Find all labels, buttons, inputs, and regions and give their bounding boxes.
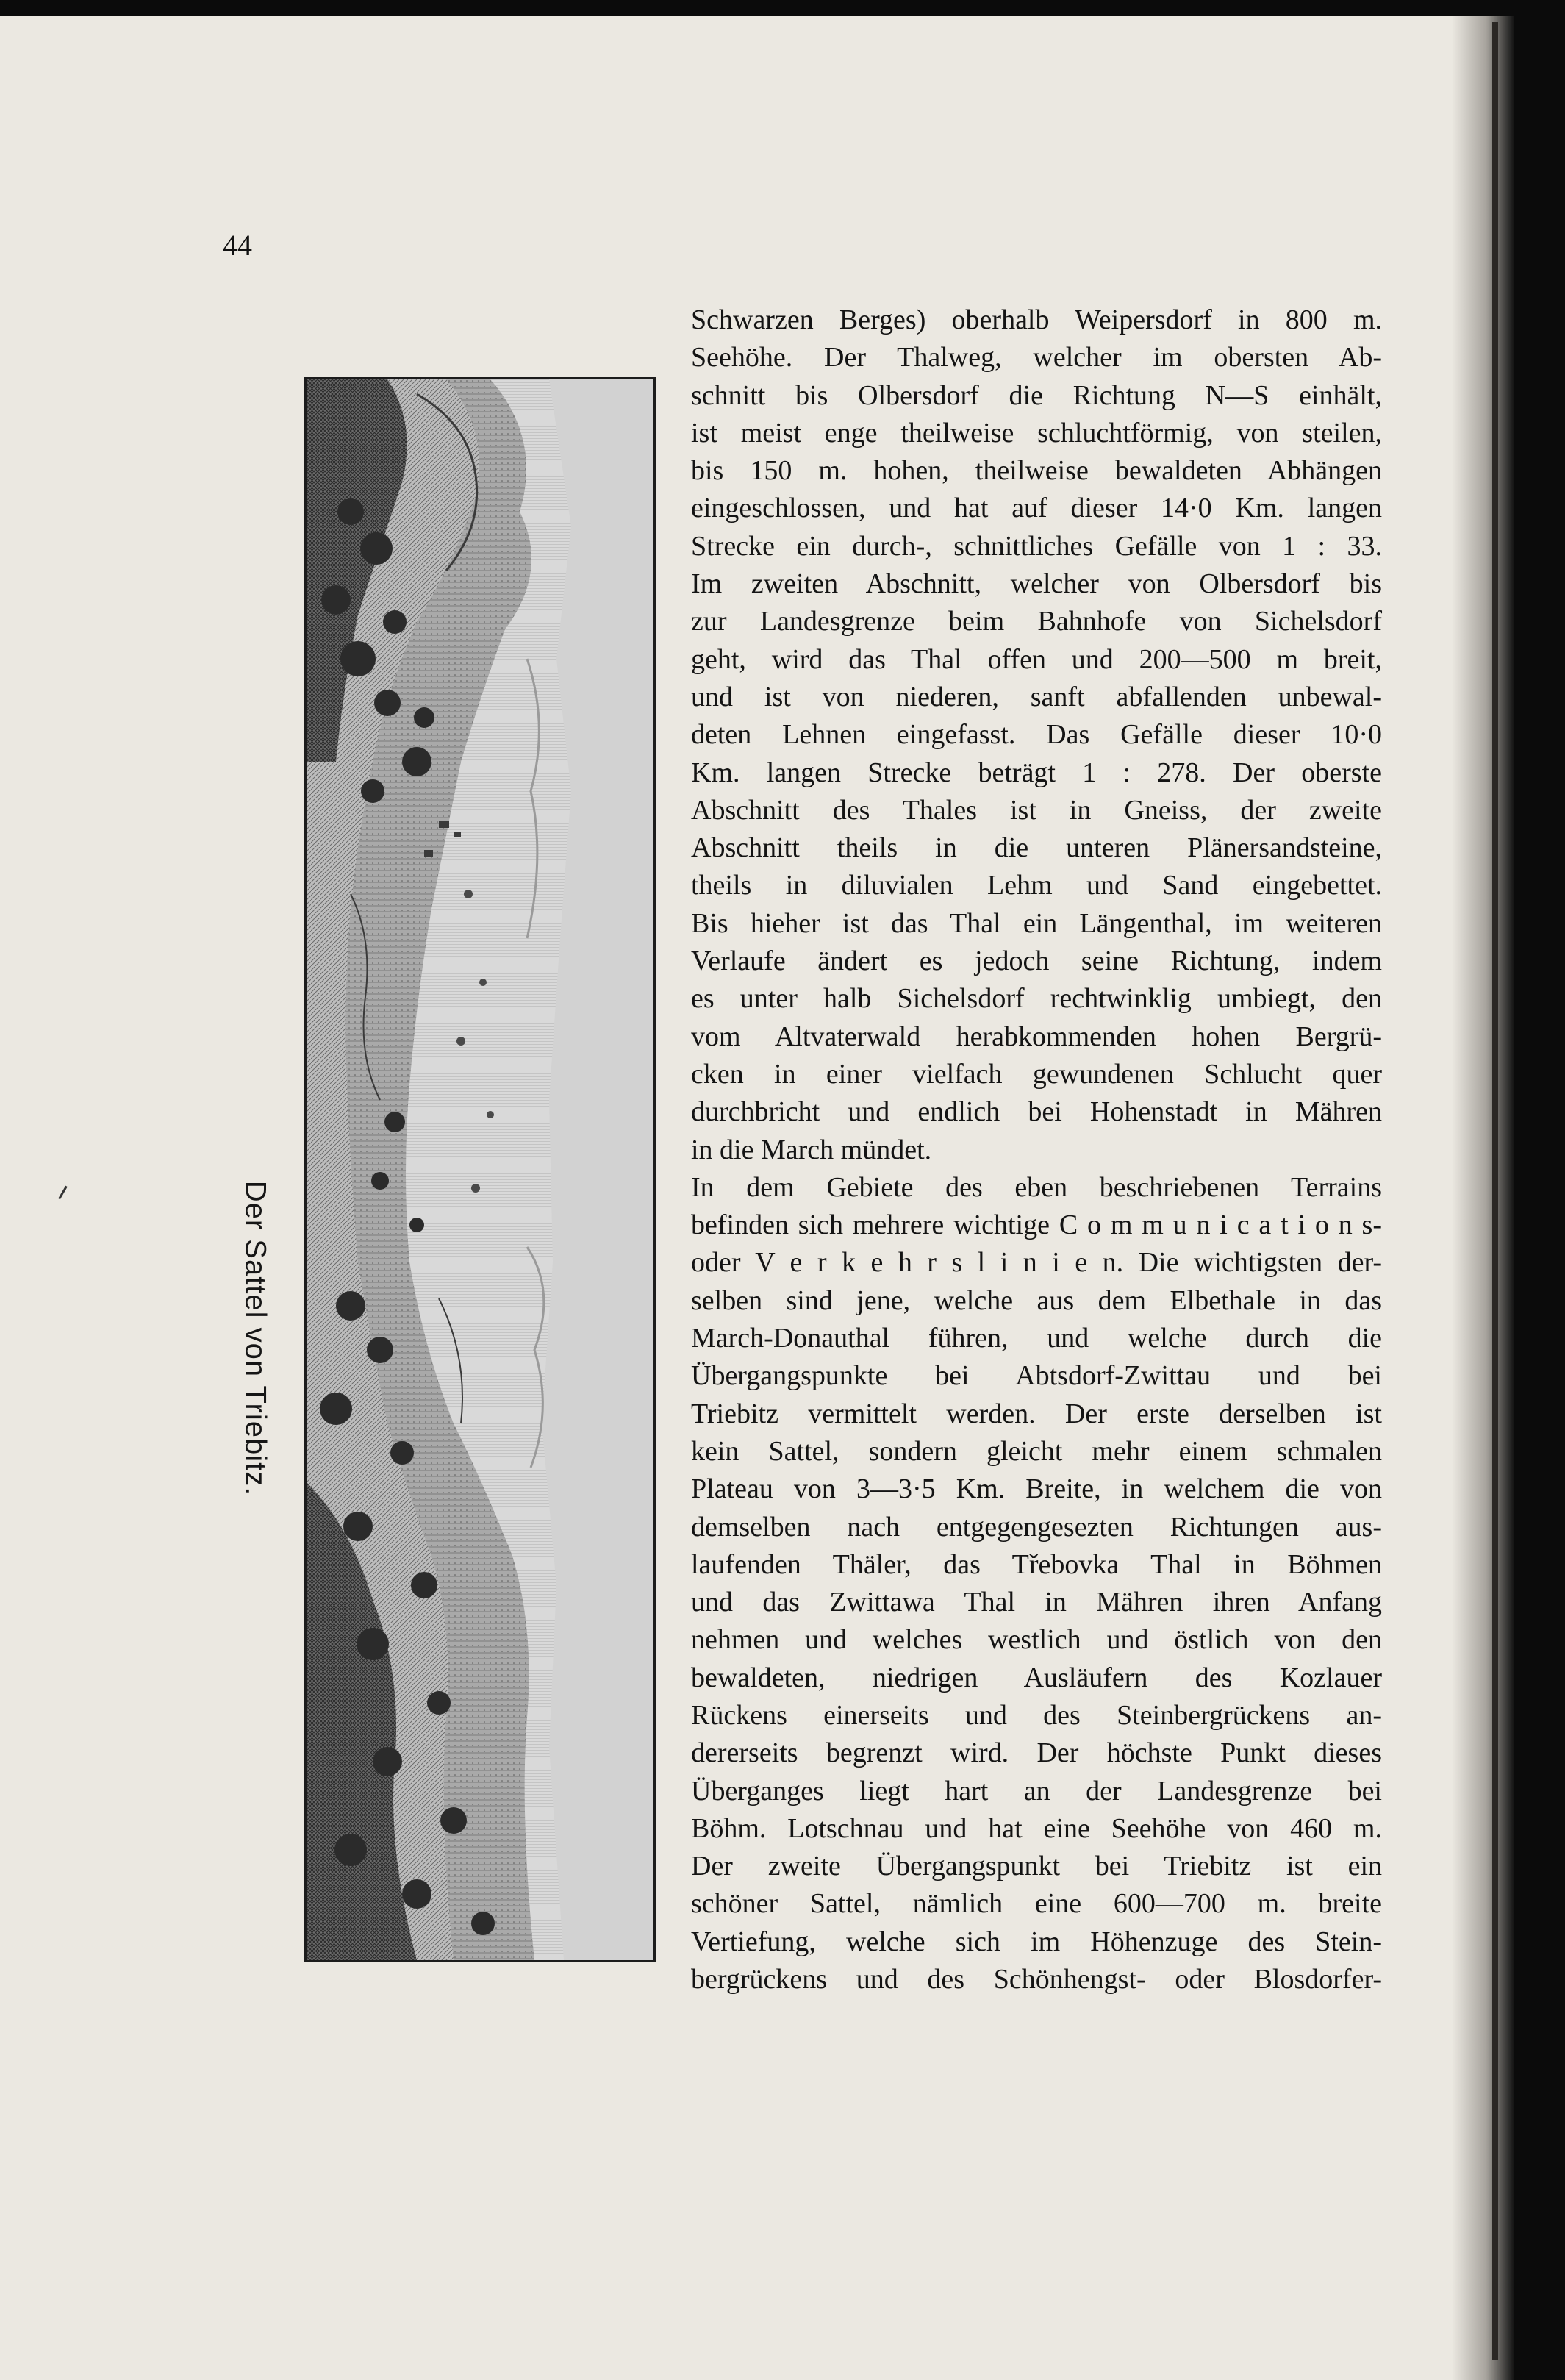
text-line: Plateau von 3—3·5 Km. Breite, in welchem die von: [691, 1473, 1382, 1505]
text-line: und das Zwittawa Thal in Mähren ihren Anfang: [691, 1587, 1382, 1618]
text-line: Schwarzen Berges) oberhalb Weipersdorf in 800 m.: [691, 304, 1382, 335]
text-line: demselben nach entgegengesezten Richtungen aus-: [691, 1511, 1382, 1543]
text-line: es unter halb Sichelsdorf rechtwinklig umbiegt, den: [691, 983, 1382, 1015]
plate-caption: Der Sattel von Triebitz.: [239, 1180, 272, 1496]
text-line: schnitt bis Olbersdorf die Richtung N—S einhält,: [691, 379, 1382, 411]
text-line: Böhm. Lotschnau und hat eine Seehöhe von 460 m.: [691, 1812, 1382, 1844]
text-line: nehmen und welches westlich und östlich von den: [691, 1624, 1382, 1656]
text-line: deten Lehnen eingefasst. Das Gefälle dieser 10·0: [691, 719, 1382, 751]
text-line: Überganges liegt hart an der Landesgrenze bei: [691, 1775, 1382, 1807]
text-line: eingeschlossen, und hat auf dieser 14·0 Km. langen: [691, 493, 1382, 524]
text-line: Triebitz vermittelt werden. Der erste derselben ist: [691, 1398, 1382, 1429]
text-line: bewaldeten, niedrigen Ausläufern des Kozlauer: [691, 1662, 1382, 1693]
text-line: selben sind jene, welche aus dem Elbethale in das: [691, 1284, 1382, 1316]
text-line: Bis hieher ist das Thal ein Längenthal, im weiteren: [691, 907, 1382, 939]
text-line: Strecke ein durch-, schnittliches Gefälle von 1 : 33.: [691, 530, 1382, 562]
text-line: Rückens einerseits und des Steinbergrückens an-: [691, 1699, 1382, 1731]
text-line: zur Landesgrenze beim Bahnhofe von Sichelsdorf: [691, 606, 1382, 637]
text-line: oder V e r k e h r s l i n i e n. Die wichtigsten der-: [691, 1247, 1382, 1279]
text-line: Abschnitt theils in die unteren Plänersandsteine,: [691, 832, 1382, 864]
text-line: bis 150 m. hohen, theilweise bewaldeten Abhängen: [691, 455, 1382, 487]
text-line: Seehöhe. Der Thalweg, welcher im obersten Ab-: [691, 342, 1382, 374]
text-line: durchbricht und endlich bei Hohenstadt in Mähren: [691, 1096, 1382, 1128]
text-line: theils in diluvialen Lehm und Sand eingebettet.: [691, 870, 1382, 901]
body-text: [691, 301, 1382, 1998]
page-number: 44: [223, 229, 252, 262]
text-line: befinden sich mehrere wichtige C o m m u n i c a t i o n s-: [691, 1209, 1382, 1241]
text-line: laufenden Thäler, das Třebovka Thal in Böhmen: [691, 1548, 1382, 1580]
text-line: und ist von niederen, sanft abfallenden unbewal-: [691, 681, 1382, 712]
text-line: In dem Gebiete des eben beschriebenen Terrains: [691, 1171, 1382, 1203]
text-line: geht, wird das Thal offen und 200—500 m breit,: [691, 643, 1382, 675]
landscape-engraving: [304, 377, 656, 1962]
text-line: vom Altvaterwald herabkommenden hohen Bergrü-: [691, 1021, 1382, 1052]
text-line: Km. langen Strecke beträgt 1 : 278. Der oberste: [691, 757, 1382, 788]
text-line: Übergangspunkte bei Abtsdorf-Zwittau und bei: [691, 1360, 1382, 1392]
text-line: March-Donauthal führen, und welche durch die: [691, 1323, 1382, 1354]
text-line: Verlaufe ändert es jedoch seine Richtung, indem: [691, 946, 1382, 977]
text-line: ist meist enge theilweise schluchtförmig, von steilen,: [691, 417, 1382, 449]
text-line: Vertiefung, welche sich im Höhenzuge des Stein-: [691, 1926, 1382, 1957]
text-line: dererseits begrenzt wird. Der höchste Punkt dieses: [691, 1737, 1382, 1769]
spine-edge: [1492, 22, 1498, 2360]
text-line: bergrückens und des Schönhengst- oder Blosdorfer-: [691, 1964, 1382, 1995]
text-line: schöner Sattel, nämlich eine 600—700 m. breite: [691, 1888, 1382, 1920]
text-line: kein Sattel, sondern gleicht mehr einem schmalen: [691, 1435, 1382, 1467]
text-line: Abschnitt des Thales ist in Gneiss, der zweite: [691, 794, 1382, 826]
text-line: Der zweite Übergangspunkt bei Triebitz ist ein: [691, 1851, 1382, 1882]
text-line: in die March mündet.: [691, 1134, 932, 1165]
landscape-engraving-drawing: [307, 379, 653, 1960]
spine-shadow: [1452, 16, 1514, 2380]
text-line: cken in einer vielfach gewundenen Schlucht quer: [691, 1058, 1382, 1090]
text-line: Im zweiten Abschnitt, welcher von Olbersdorf bis: [691, 568, 1382, 600]
